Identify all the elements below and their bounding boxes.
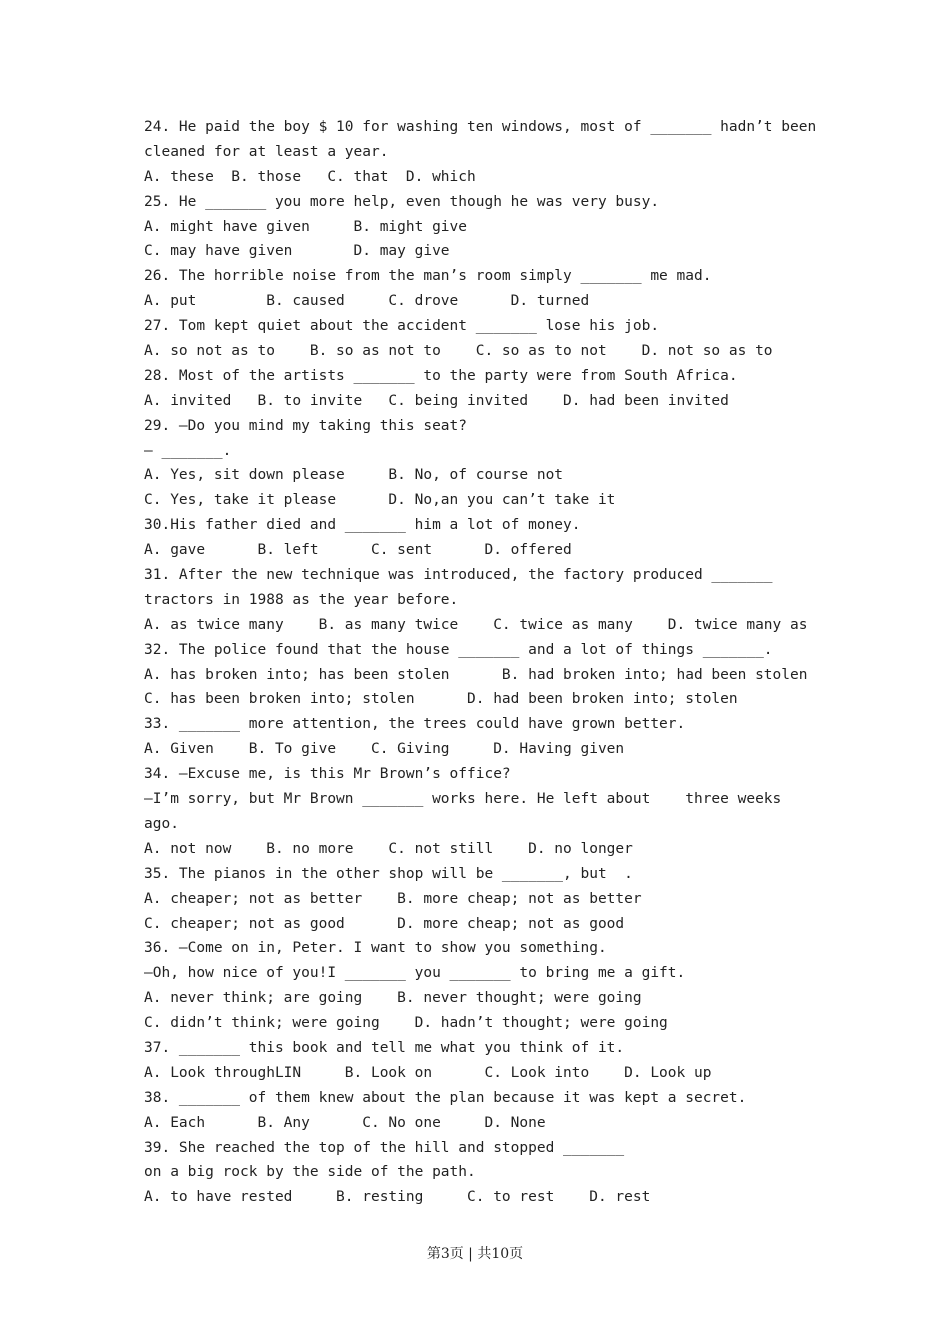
answer-options: A. these B. those C. that D. which <box>144 168 476 185</box>
answer-options: A. cheaper; not as better B. more cheap; not as better <box>144 890 642 907</box>
answer-options: A. Each B. Any C. No one D. None <box>144 1114 546 1131</box>
question-item <box>144 936 824 1036</box>
page-footer: 第3页 | 共10页 <box>426 1246 524 1262</box>
question-text: 29. —Do you mind my taking this seat? <box>144 417 468 434</box>
question-text: 30.His father died and _______ him a lot of money. <box>144 517 581 534</box>
question-item <box>144 862 824 937</box>
question-text: cleaned for at least a year. <box>144 143 389 160</box>
question-text: 24. He paid the boy $ 10 for washing ten windows, most of _______ hadn’t been <box>144 119 817 135</box>
question-item <box>144 1136 824 1211</box>
question-item <box>144 638 824 713</box>
answer-options: C. Yes, take it please D. No,an you can’t take it <box>144 492 616 509</box>
question-text: 31. After the new technique was introduced, the factory produced _______ <box>144 567 773 584</box>
question-text: 35. The pianos in the other shop will be _______, but . <box>144 865 633 882</box>
answer-options: C. has been broken into; stolen D. had been broken into; stolen <box>144 691 738 708</box>
answer-options: A. to have rested B. resting C. to rest D. rest <box>144 1189 651 1206</box>
question-item <box>144 712 824 762</box>
answer-options: A. Look throughLIN B. Look on C. Look into D. Look up <box>144 1064 712 1081</box>
answer-options: A. Yes, sit down please B. No, of course not <box>144 467 564 484</box>
answer-options: A. Given B. To give C. Giving D. Having given <box>144 741 625 758</box>
question-item <box>144 563 824 638</box>
answer-options: A. as twice many B. as many twice C. twice as many D. twice many as <box>144 616 808 633</box>
answer-options: A. not now B. no more C. not still D. no longer <box>144 840 633 857</box>
answer-options: A. invited B. to invite C. being invited D. had been invited <box>144 392 729 409</box>
question-text: tractors in 1988 as the year before. <box>144 591 459 608</box>
answer-options: A. put B. caused C. drove D. turned <box>144 293 590 310</box>
question-item <box>144 264 824 314</box>
question-text: 34. —Excuse me, is this Mr Brown’s office? <box>144 766 511 783</box>
question-item <box>144 314 824 364</box>
answer-options: C. cheaper; not as good D. more cheap; not as good <box>144 915 625 932</box>
answer-options: C. may have given D. may give <box>144 243 450 260</box>
answer-options: A. has broken into; has been stolen B. had broken into; had been stolen <box>144 666 808 683</box>
question-text: 27. Tom kept quiet about the accident _______ lose his job. <box>144 318 660 335</box>
question-text: 33. _______ more attention, the trees could have grown better. <box>144 716 686 733</box>
question-text: 26. The horrible noise from the man’s room simply _______ me mad. <box>144 268 712 285</box>
question-text: 28. Most of the artists _______ to the party were from South Africa. <box>144 367 738 384</box>
answer-options: A. never think; are going B. never thought; were going <box>144 990 642 1007</box>
question-text: 38. _______ of them knew about the plan because it was kept a secret. <box>144 1089 747 1106</box>
question-item <box>144 414 824 514</box>
answer-options: A. gave B. left C. sent D. offered <box>144 542 572 559</box>
answer-options: A. so not as to B. so as not to C. so as to not D. not so as to <box>144 343 773 360</box>
question-text: 25. He _______ you more help, even though he was very busy. <box>144 193 660 210</box>
question-item <box>144 1036 824 1086</box>
question-item <box>144 364 824 414</box>
question-list <box>144 115 824 1210</box>
question-text: 36. —Come on in, Peter. I want to show you something. <box>144 940 607 957</box>
answer-options: A. might have given B. might give <box>144 218 468 235</box>
question-item <box>144 762 824 862</box>
question-text: 37. _______ this book and tell me what you think of it. <box>144 1039 625 1056</box>
question-text: 32. The police found that the house _______ and a lot of things _______. <box>144 641 773 658</box>
question-item <box>144 1086 824 1136</box>
question-text: —Oh, how nice of you!I _______ you _______ to bring me a gift. <box>144 965 686 982</box>
question-text: ago. <box>144 815 179 832</box>
question-text: 39. She reached the top of the hill and stopped _______ <box>144 1139 625 1156</box>
question-item <box>144 513 824 563</box>
question-text: —I’m sorry, but Mr Brown _______ works here. He left about three weeks <box>144 791 782 808</box>
question-text: on a big rock by the side of the path. <box>144 1164 476 1181</box>
question-item <box>144 115 824 190</box>
answer-options: C. didn’t think; were going D. hadn’t thought; were going <box>144 1015 668 1032</box>
question-text: — _______. <box>144 442 232 459</box>
question-item <box>144 190 824 265</box>
